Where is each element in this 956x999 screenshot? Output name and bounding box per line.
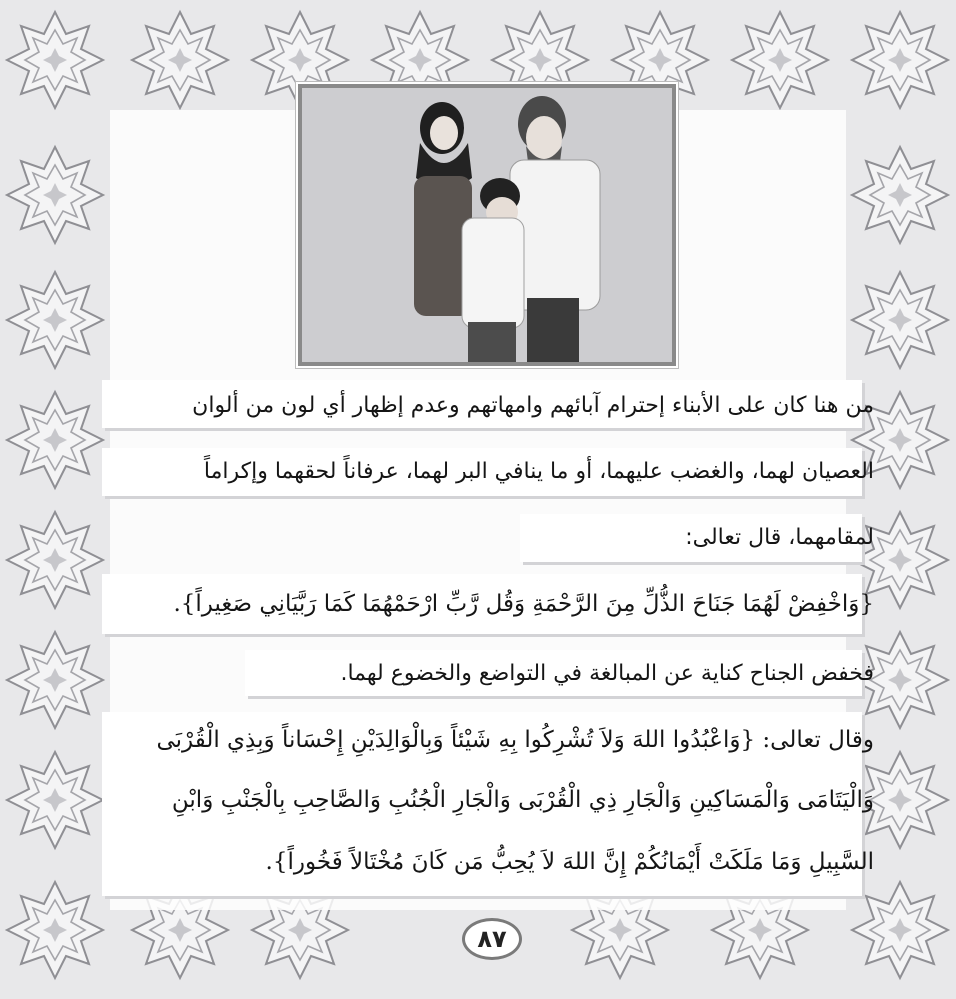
explanation-text: فخفض الجناح كناية عن المبالغة في التواضع والخضوع لهما. — [340, 661, 874, 686]
quran-verse-2-line-1: وقال تعالى: {وَاعْبُدُوا اللهَ وَلاَ تُشْرِكُوا بِهِ شَيْئاً وَبِالْوَالِدَيْنِ إِحْسَاناً وَبِذِي الْقُرْبَى — [156, 727, 874, 753]
page-number: ٨٧ — [462, 918, 522, 960]
paragraph-line-1: من هنا كان على الأبناء إحترام آبائهم وامهاتهم وعدم إظهار أي لون من ألوان — [192, 393, 874, 418]
quran-verse-1: {وَاخْفِضْ لَهُمَا جَنَاحَ الذُّلِّ مِنَ الرَّحْمَةِ وَقُل رَّبِّ ارْحَمْهُمَا كَمَا رَبَّيَانِي صَغِيراً}. — [173, 591, 874, 617]
quran-verse-2-line-3: السَّبِيلِ وَمَا مَلَكَتْ أَيْمَانُكُمْ إِنَّ اللهَ لاَ يُحِبُّ مَن كَانَ مُخْتَالاً فَخُوراً}. — [265, 849, 874, 875]
paragraph-line-3: لمقامهما، قال تعالى: — [685, 525, 874, 550]
paragraph-line-2: العصيان لهما، والغضب عليهما، أو ما ينافي البر لهما، عرفاناً لحقهما وإكراماً — [203, 459, 874, 484]
quran-verse-2-line-2: وَالْيَتَامَى وَالْمَسَاكِينِ وَالْجَارِ ذِي الْقُرْبَى وَالْجَارِ الْجُنُبِ وَالصَّاحِبِ بِالْجَنْبِ وَابْنِ — [171, 787, 874, 813]
family-illustration — [298, 84, 676, 366]
